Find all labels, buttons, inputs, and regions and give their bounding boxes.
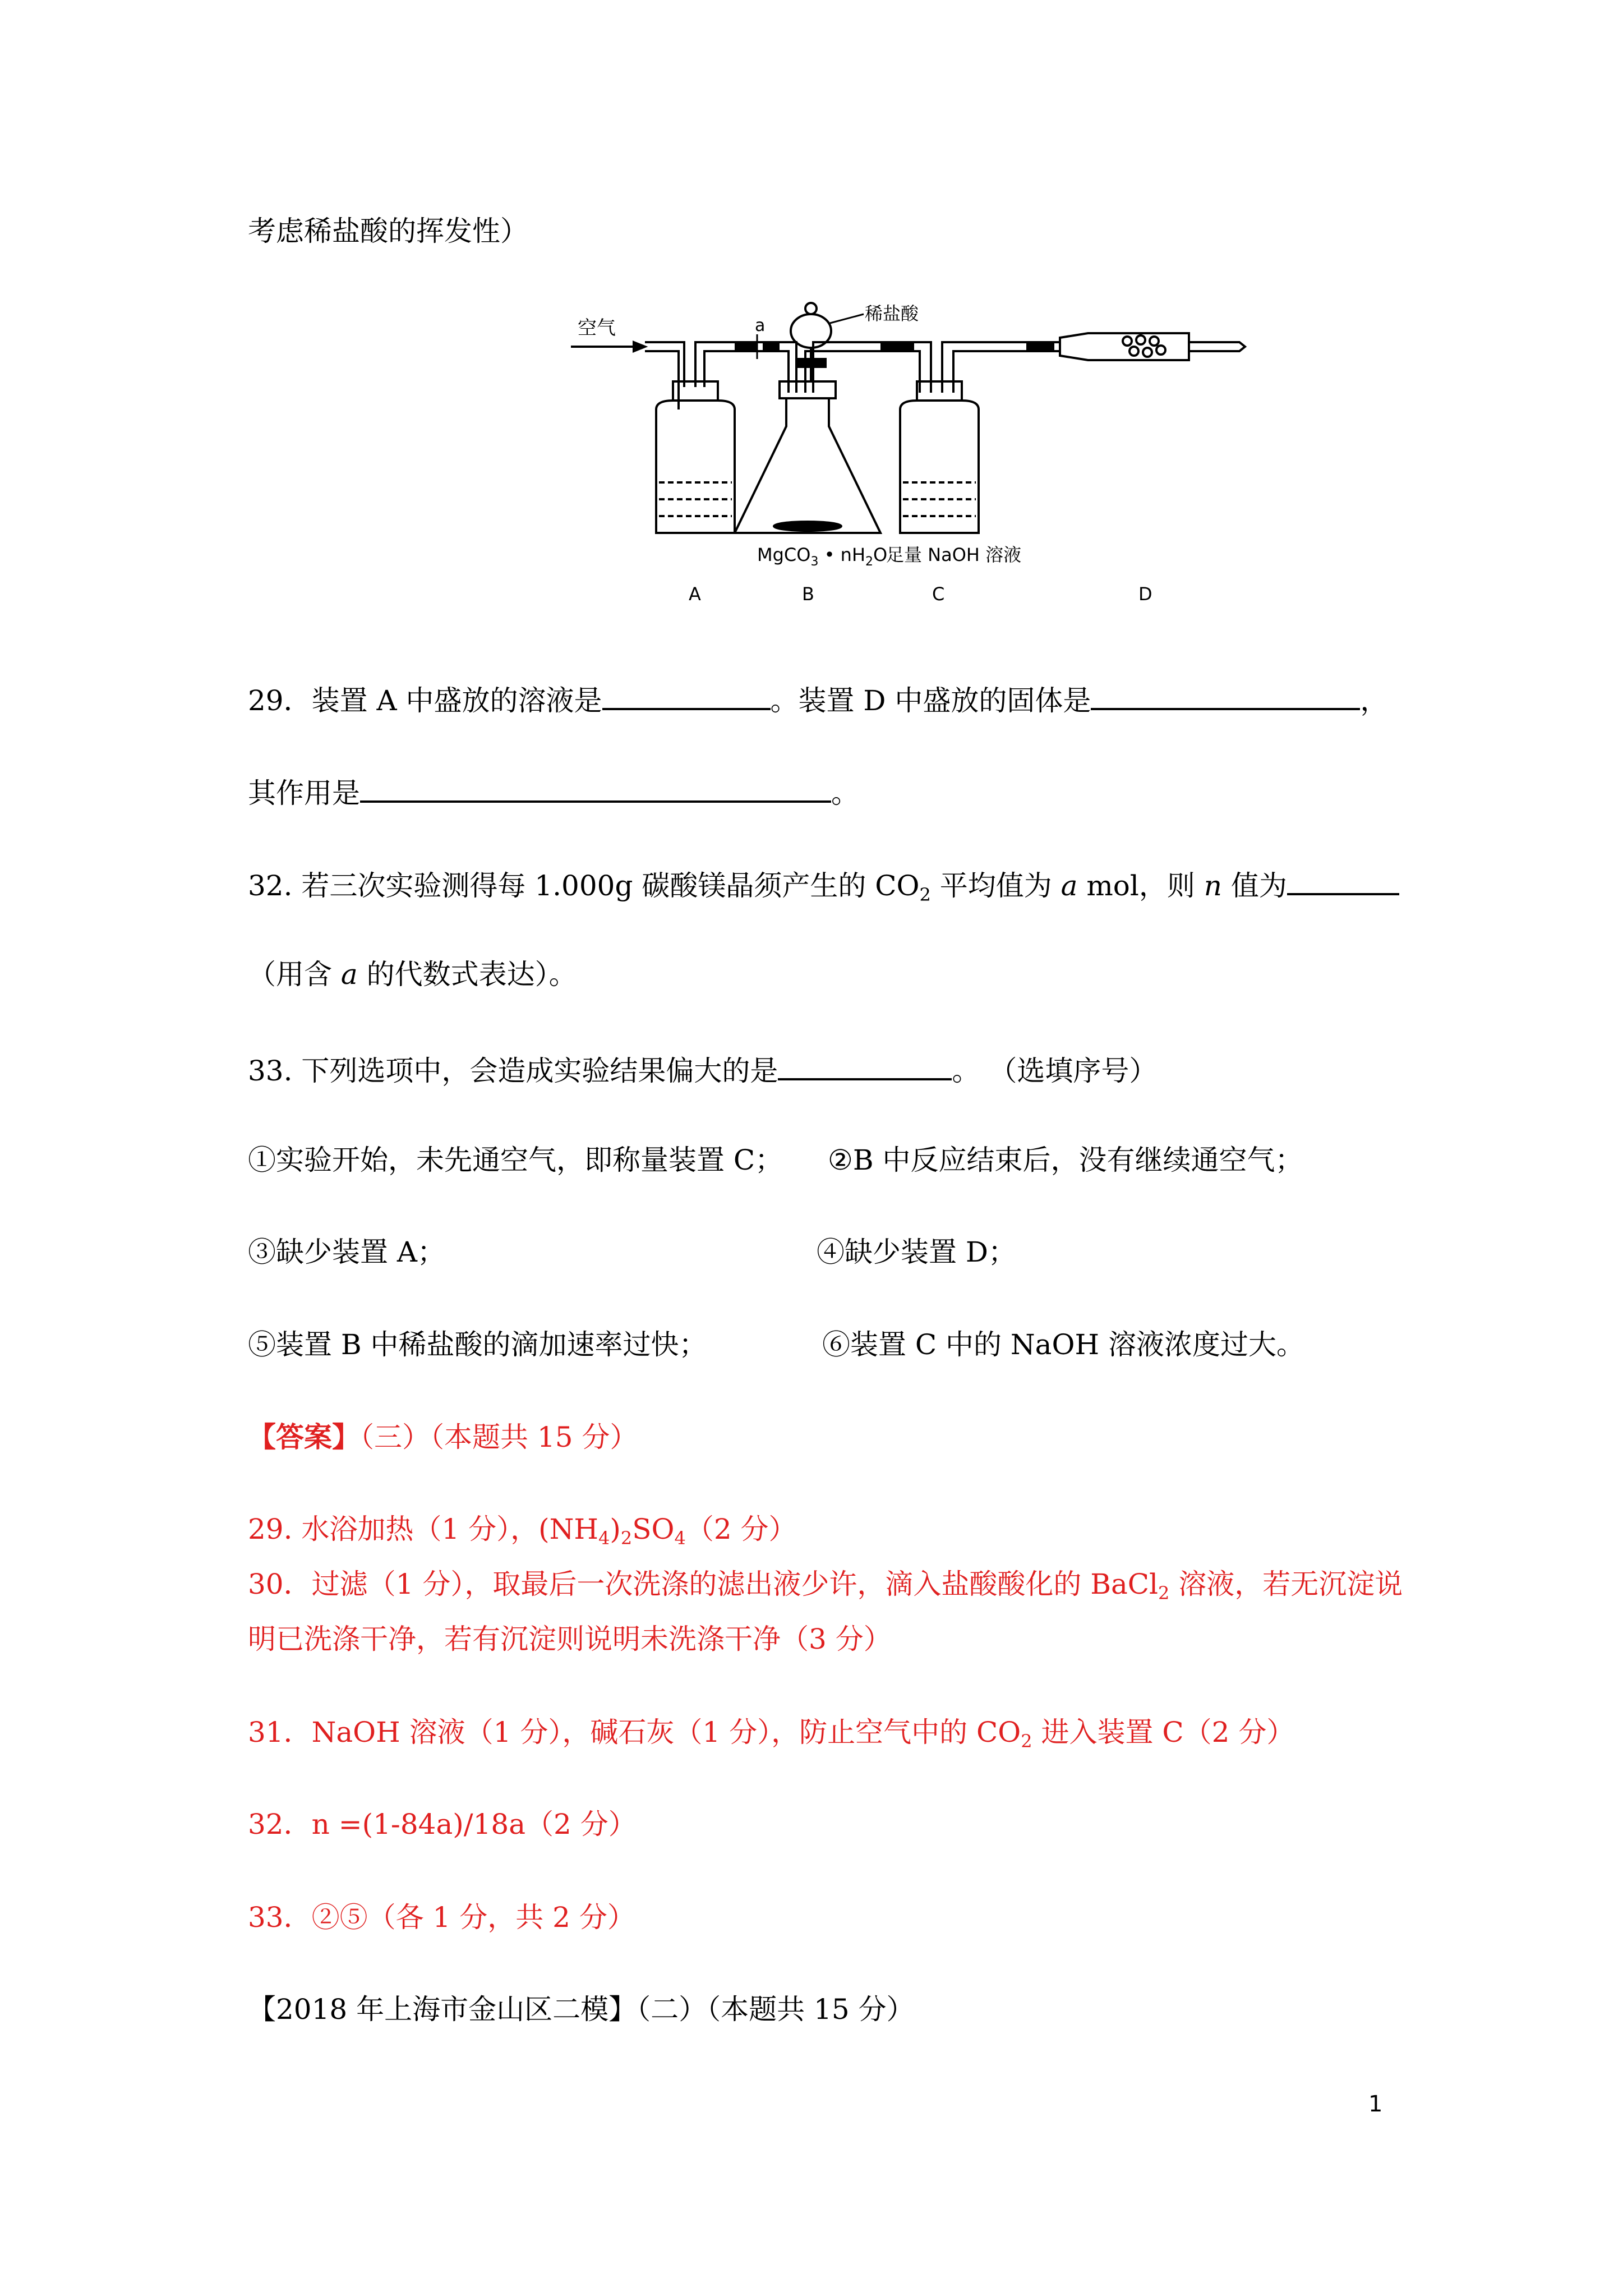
answer-30-line1: 30．过滤（1 分），取最后一次洗涤的滤出液少许，滴入盐酸酸化的 BaCl$_2$ 溶液，若无沉淀说 (248, 1568, 1403, 1604)
valve-label: a (755, 316, 766, 335)
q32-blank[interactable] (1287, 864, 1399, 895)
q33-option-3: ③缺少装置 A； (248, 1236, 446, 1268)
question-32-line1: 32. 若三次实验测得每 1.000g 碳酸镁晶须产生的 $CO_2$ 平均值为 a mol，则 n 值为 (248, 864, 1399, 904)
answer-header: 【答案】（三）（本题共 15 分） (248, 1420, 638, 1453)
device-a-bottle (656, 381, 735, 533)
q33-blank[interactable] (778, 1049, 952, 1080)
device-label-c: C (932, 583, 945, 605)
q33-option-5: ⑤装置 B 中稀盐酸的滴加速率过快； (248, 1328, 707, 1361)
q33-option-1: ①实验开始，未先通空气，即称量装置 C； (248, 1144, 783, 1176)
answer-33: 33．②⑤（各 1 分，共 2 分） (248, 1901, 635, 1934)
intro-fragment: 考虑稀盐酸的挥发性） (248, 215, 528, 247)
device-label-a: A (689, 583, 701, 605)
acid-label: 稀盐酸 (865, 303, 919, 324)
question-29-line1: 29．装置 A 中盛放的溶液是 。装置 D 中盛放的固体是 ， (248, 679, 1388, 719)
question-33-stem: 33. 下列选项中，会造成实验结果偏大的是 。 （选填序号） (248, 1049, 1157, 1089)
question-32-line2: （用含 a 的代数式表达）。 (248, 958, 577, 991)
answer-29: 29. 水浴加热（1 分），$(NH_4)_2SO_4(2$ 分） (248, 1513, 797, 1549)
q29-blank-2[interactable] (1091, 679, 1360, 710)
air-inlet-arrow (571, 342, 645, 351)
b-substance-label: MgCO$_3$ • $nH_2O$ (757, 544, 888, 569)
question-29-line2: 其作用是 。 (248, 771, 859, 811)
q33-option-2: ②B 中反应结束后，没有继续通空气； (828, 1144, 1303, 1176)
c-solution-label: 足量 NaOH 溶液 (886, 544, 1022, 565)
q29-blank-1[interactable] (602, 679, 771, 710)
air-label: 空气 (578, 317, 616, 339)
device-c-bottle (900, 381, 979, 533)
answer-32: 32．n =(1-84a)/18a（2 分） (248, 1808, 637, 1841)
device-b-flask (735, 381, 880, 533)
device-label-b: B (802, 583, 814, 605)
device-d-drying-tube (1060, 333, 1245, 360)
answer-30-line2: 明已洗涤干净，若有沉淀则说明未洗涤干净（3 分） (248, 1623, 892, 1655)
q33-option-6: ⑥装置 C 中的 NaOH 溶液浓度过大。 (822, 1328, 1304, 1361)
next-section-header: 【2018 年上海市金山区二模】（二）（本题共 15 分） (248, 1993, 915, 2026)
answer-31: 31．NaOH 溶液（1 分），碱石灰（1 分），防止空气中的 $CO_2$ 进入装置 C（2 分） (248, 1716, 1295, 1752)
q29-blank-3[interactable] (360, 771, 831, 803)
device-label-d: D (1138, 583, 1152, 605)
experiment-apparatus-figure (566, 297, 1251, 611)
q33-option-4: ④缺少装置 D； (817, 1236, 1016, 1268)
page-number: 1 (1368, 2091, 1383, 2117)
